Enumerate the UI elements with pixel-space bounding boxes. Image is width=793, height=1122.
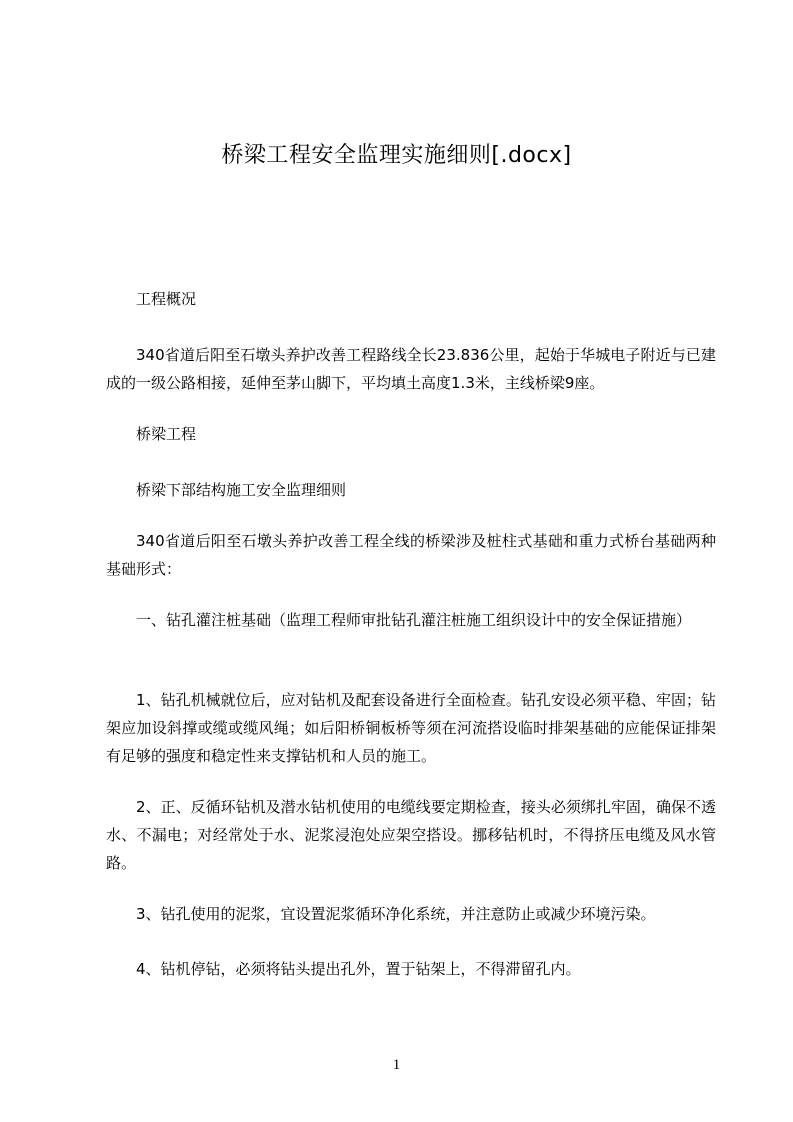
paragraph-item-1: 1、钻孔机械就位后，应对钻机及配套设备进行全面检查。钻孔安设必须平稳、牢固；钻架应加设斜撑或缆或缆风绳；如后阳桥铜板桥等须在河流搭设临时排架基础的应能保证排架有足够的强度和稳定性来支撑钻机和人员的施工。 bbox=[106, 691, 716, 765]
paragraph-overview-body: 340省道后阳至石墩头养护改善工程路线全长23.836公里，起始于华城电子附近与已建成的一级公路相接，延伸至茅山脚下，平均填土高度1.3米，主线桥梁9座。 bbox=[106, 346, 716, 392]
paragraph-item-3: 3、钻孔使用的泥浆，宜设置泥浆循环净化系统，并注意防止或减少环境污染。 bbox=[136, 905, 656, 923]
page-number: 1 bbox=[392, 1057, 401, 1073]
paragraph-substructure-heading: 桥梁下部结构施工安全监理细则 bbox=[136, 481, 347, 499]
paragraph-bridge-heading: 桥梁工程 bbox=[136, 425, 197, 443]
paragraph-section-one-heading: 一、钻孔灌注桩基础（监理工程师审批钻孔灌注桩施工组织设计中的安全保证措施） bbox=[136, 611, 692, 629]
paragraph-overview-heading: 工程概况 bbox=[136, 290, 197, 308]
paragraph-item-4: 4、钻机停钻，必须将钻头提出孔外，置于钻架上，不得滞留孔内。 bbox=[136, 960, 581, 978]
document-title: 桥梁工程安全监理实施细则[.docx] bbox=[221, 143, 572, 168]
paragraph-foundation-types: 340省道后阳至石墩头养护改善工程全线的桥梁涉及桩柱式基础和重力式桥台基础两种基础形式： bbox=[106, 532, 716, 578]
paragraph-item-2: 2、正、反循环钻机及潜水钻机使用的电缆线要定期检查，接头必须绑扎牢固，确保不透水、不漏电；对经常处于水、泥浆浸泡处应架空搭设。挪移钻机时，不得挤压电缆及风水管路。 bbox=[106, 798, 716, 872]
